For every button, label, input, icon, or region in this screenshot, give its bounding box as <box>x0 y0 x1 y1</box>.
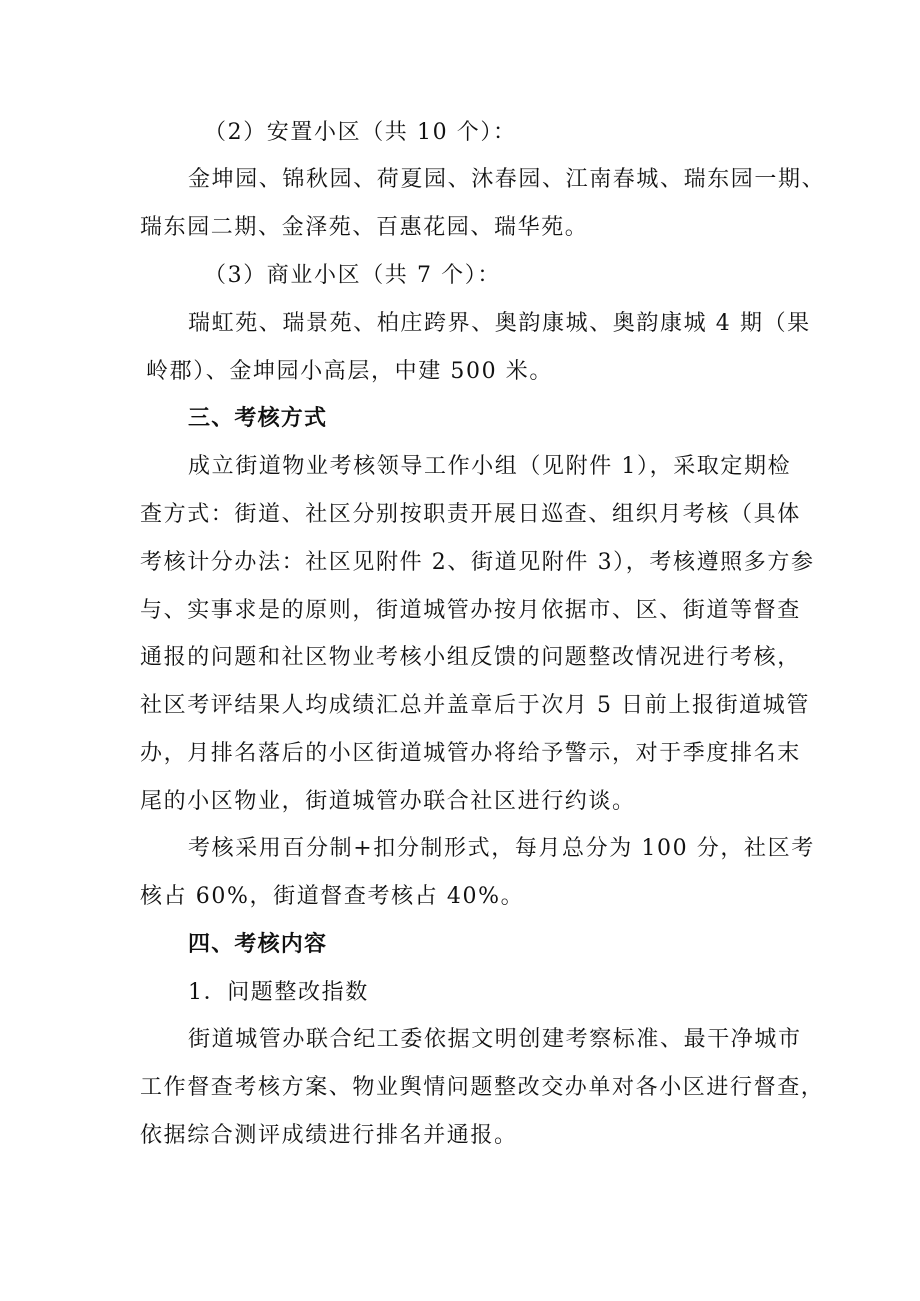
method-paragraph-1-line-6: 社区考评结果人均成绩汇总并盖章后于次月 5 日前上报街道城管 <box>140 693 810 718</box>
resettlement-list-line-1: 金坤园、锦秋园、荷夏园、沐春园、江南春城、瑞东园一期、 <box>188 167 826 192</box>
commercial-list-line-1: 瑞虹苑、瑞景苑、柏庄跨界、奥韵康城、奥韵康城 4 期（果 <box>188 311 811 336</box>
commercial-list-line-2: 岭郡）、金坤园小高层，中建 500 米。 <box>146 359 553 384</box>
method-paragraph-1-line-1: 成立街道物业考核领导工作小组（见附件 1），采取定期检 <box>188 454 792 479</box>
method-paragraph-1-line-4: 与、实事求是的原则，街道城管办按月依据市、区、街道等督查 <box>140 598 801 623</box>
resettlement-title: （2）安置小区（共 10 个）： <box>204 120 517 145</box>
method-paragraph-1-line-3: 考核计分办法：社区见附件 2、街道见附件 3），考核遵照多方参 <box>140 550 815 575</box>
method-paragraph-1-line-2: 查方式：街道、社区分别按职责开展日巡查、组织月考核（具体 <box>140 502 801 527</box>
section-heading-method: 三、考核方式 <box>188 406 328 431</box>
method-paragraph-1-line-5: 通报的问题和社区物业考核小组反馈的问题整改情况进行考核， <box>140 645 801 670</box>
content-subheading-1: 1．问题整改指数 <box>188 980 369 1005</box>
method-paragraph-1-line-7: 办，月排名落后的小区街道城管办将给予警示，对于季度排名末 <box>140 741 801 766</box>
content-paragraph-1-line-3: 依据综合测评成绩进行排名并通报。 <box>140 1123 518 1148</box>
content-paragraph-1-line-2: 工作督查考核方案、物业舆情问题整改交办单对各小区进行督查， <box>140 1075 825 1100</box>
commercial-title: （3）商业小区（共 7 个）： <box>204 263 501 288</box>
section-heading-content: 四、考核内容 <box>188 932 328 957</box>
method-paragraph-2-line-1: 考核采用百分制+扣分制形式，每月总分为 100 分，社区考 <box>188 836 815 861</box>
method-paragraph-1-line-8: 尾的小区物业，街道城管办联合社区进行约谈。 <box>140 789 636 814</box>
content-paragraph-1-line-1: 街道城管办联合纪工委依据文明创建考察标准、最干净城市 <box>188 1027 802 1052</box>
resettlement-list-line-2: 瑞东园二期、金泽苑、百惠花园、瑞华苑。 <box>140 215 589 240</box>
method-paragraph-2-line-2: 核占 60%，街道督查考核占 40%。 <box>140 884 525 909</box>
